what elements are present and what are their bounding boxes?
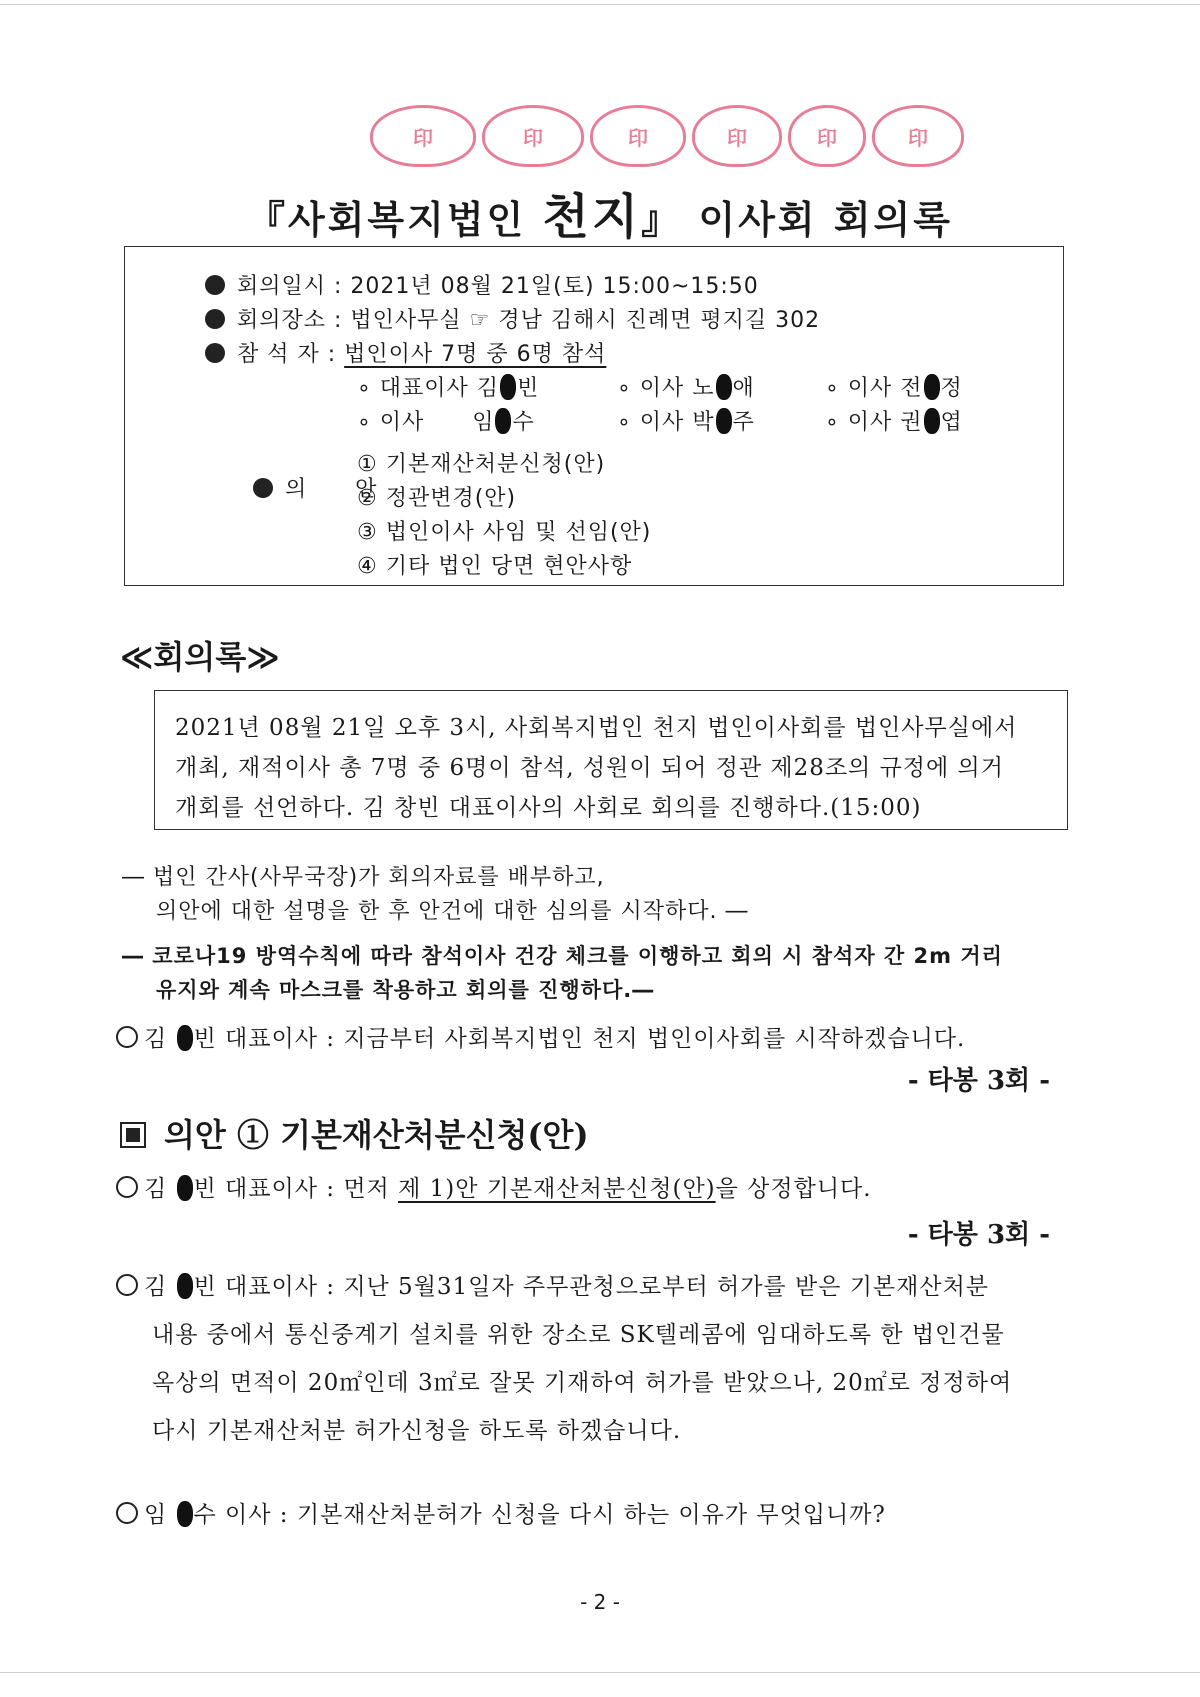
attendee-suffix: 정 bbox=[940, 376, 963, 401]
note-line: 의안에 대한 설명을 한 후 안건에 대한 심의를 시작하다. ― bbox=[156, 899, 749, 924]
attendee-suffix: 애 bbox=[732, 376, 755, 401]
bullet-icon bbox=[205, 309, 225, 329]
agenda-item: ① 기본재산처분신청(안) bbox=[357, 452, 606, 477]
attendees-value: 법인이사 7명 중 6명 참석 bbox=[344, 342, 607, 367]
scan-edge-top bbox=[0, 4, 1200, 5]
summary-line: 개최, 재적이사 총 7명 중 6명이 참석, 성원이 되어 정관 제28조의 규정에 의거 bbox=[175, 755, 1004, 781]
statement-text: 을 상정합니다. bbox=[715, 1176, 872, 1202]
redaction-mark bbox=[177, 1273, 193, 1299]
speaker-title: 빈 대표이사 : bbox=[193, 1274, 335, 1300]
redaction-mark bbox=[500, 374, 516, 400]
redaction-mark bbox=[924, 374, 940, 400]
statement-text: 지금부터 사회복지법인 천지 법인이사회를 시작하겠습니다. bbox=[343, 1026, 966, 1052]
seal-stamp: 印 bbox=[872, 105, 964, 167]
date-label: 회의일시 : bbox=[237, 274, 343, 299]
gavel-note: - 타봉 3회 - bbox=[907, 1220, 1050, 1250]
scan-edge-bottom bbox=[0, 1672, 1200, 1673]
circle-bullet-icon bbox=[116, 1176, 138, 1198]
attendee-prefix: ∘ 이사 전 bbox=[825, 376, 923, 401]
statement-text: 기본재산처분허가 신청을 다시 하는 이유가 무엇입니까? bbox=[296, 1502, 886, 1528]
speaker-name: 김 bbox=[144, 1274, 168, 1300]
speaker-name: 임 bbox=[144, 1502, 168, 1528]
bullet-icon bbox=[205, 275, 225, 295]
statement bbox=[116, 1496, 886, 1529]
attendee bbox=[357, 405, 535, 436]
square-bullet-icon bbox=[120, 1122, 146, 1148]
attendees-row bbox=[205, 337, 606, 368]
attendee-suffix: 주 bbox=[732, 410, 755, 435]
statement-line: 내용 중에서 통신중계기 설치를 위한 장소로 SK텔레콤에 임대하도록 한 법인건물 bbox=[152, 1322, 1005, 1348]
agenda-label: 의 안 bbox=[284, 477, 378, 502]
attendees-label: 참 석 자 : bbox=[237, 342, 337, 367]
redaction-mark bbox=[177, 1501, 193, 1527]
statement bbox=[116, 1170, 872, 1203]
redaction-mark bbox=[177, 1025, 193, 1051]
statement-line: 옥상의 면적이 20㎡인데 3㎡로 잘못 기재하여 허가를 받았으나, 20㎡로 정정하여 bbox=[152, 1370, 1013, 1396]
attendee bbox=[357, 371, 539, 402]
seal-stamps bbox=[370, 105, 970, 167]
meeting-date-row bbox=[205, 269, 759, 300]
page-number: - 2 - bbox=[580, 1590, 620, 1614]
attendee-suffix: 엽 bbox=[940, 410, 963, 435]
summary-line: 2021년 08월 21일 오후 3시, 사회복지법인 천지 법인이사회를 법인사무실에서 bbox=[175, 715, 1018, 741]
speaker-title: 빈 대표이사 : bbox=[193, 1026, 335, 1052]
circle-bullet-icon bbox=[116, 1274, 138, 1296]
document-title bbox=[0, 178, 1200, 247]
attendee-prefix: ∘ 이사 권 bbox=[825, 410, 923, 435]
circle-bullet-icon bbox=[116, 1026, 138, 1048]
attendee-prefix: ∘ 이사 박 bbox=[617, 410, 715, 435]
note-line: 유지와 계속 마스크를 착용하고 회의를 진행하다.― bbox=[156, 978, 655, 1002]
statement-line: 다시 기본재산처분 허가신청을 하도록 하겠습니다. bbox=[152, 1418, 682, 1444]
note-line: ― 코로나19 방역수칙에 따라 참석이사 건강 체크를 이행하고 회의 시 참석자 간 2m 거리 bbox=[122, 944, 1003, 968]
note-line: ― 법인 간사(사무국장)가 회의자료를 배부하고, bbox=[122, 865, 605, 890]
attendee-prefix: ∘ 이사 노 bbox=[617, 376, 715, 401]
title-prefix: 『사회복지법인 bbox=[247, 198, 543, 242]
attendee-suffix: 수 bbox=[512, 410, 535, 435]
seal-stamp: 印 bbox=[482, 105, 584, 167]
meeting-place-row bbox=[205, 303, 820, 334]
speaker-name: 김 bbox=[144, 1176, 168, 1202]
statement-text: 먼저 bbox=[343, 1176, 399, 1202]
circle-bullet-icon bbox=[116, 1502, 138, 1524]
agenda-section-title bbox=[120, 1110, 589, 1156]
redaction-mark bbox=[495, 408, 511, 434]
speaker-title: 수 이사 : bbox=[193, 1502, 289, 1528]
title-name: 천지 bbox=[542, 189, 642, 245]
bullet-icon bbox=[205, 343, 225, 363]
meeting-info-box bbox=[124, 246, 1064, 586]
gavel-note: - 타봉 3회 - bbox=[907, 1066, 1050, 1096]
date-value: 2021년 08월 21일(토) 15:00~15:50 bbox=[350, 274, 759, 299]
title-suffix: 』 이사회 회의록 bbox=[641, 198, 953, 242]
redaction-mark bbox=[716, 408, 732, 434]
agenda-section-text: 의안 ① 기본재산처분신청(안) bbox=[164, 1116, 589, 1154]
agenda-item: ④ 기타 법인 당면 현안사항 bbox=[357, 554, 633, 579]
seal-stamp: 印 bbox=[692, 105, 782, 167]
agenda-item: ③ 법인이사 사임 및 선임(안) bbox=[357, 520, 652, 545]
seal-stamp: 印 bbox=[370, 105, 476, 167]
agenda-item: ② 정관변경(안) bbox=[357, 486, 517, 511]
minutes-heading: ≪회의록≫ bbox=[120, 638, 280, 676]
attendee bbox=[617, 405, 755, 436]
attendee-prefix: ∘ 대표이사 김 bbox=[357, 376, 500, 401]
statement-text-underlined: 제 1)안 기본재산처분신청(안) bbox=[398, 1176, 716, 1202]
speaker-title: 빈 대표이사 : bbox=[193, 1176, 335, 1202]
speaker-name: 김 bbox=[144, 1026, 168, 1052]
attendee-prefix: ∘ 이사 임 bbox=[357, 410, 495, 435]
redaction-mark bbox=[924, 408, 940, 434]
attendee bbox=[825, 405, 963, 436]
seal-stamp: 印 bbox=[590, 105, 686, 167]
bullet-icon bbox=[253, 478, 273, 498]
statement-text: 지난 5월31일자 주무관청으로부터 허가를 받은 기본재산처분 bbox=[343, 1274, 989, 1300]
agenda-row bbox=[205, 447, 377, 528]
attendee-suffix: 빈 bbox=[517, 376, 540, 401]
place-value: 법인사무실 ☞ 경남 김해시 진례면 평지길 302 bbox=[350, 308, 821, 333]
summary-line: 개회를 선언하다. 김 창빈 대표이사의 사회로 회의를 진행하다.(15:00) bbox=[175, 795, 922, 821]
statement bbox=[116, 1268, 989, 1301]
minutes-summary-box bbox=[154, 690, 1068, 830]
redaction-mark bbox=[716, 374, 732, 400]
statement bbox=[116, 1020, 965, 1053]
redaction-mark bbox=[177, 1175, 193, 1201]
seal-stamp: 印 bbox=[788, 105, 866, 167]
attendee bbox=[825, 371, 963, 402]
place-label: 회의장소 : bbox=[237, 308, 343, 333]
attendee bbox=[617, 371, 755, 402]
